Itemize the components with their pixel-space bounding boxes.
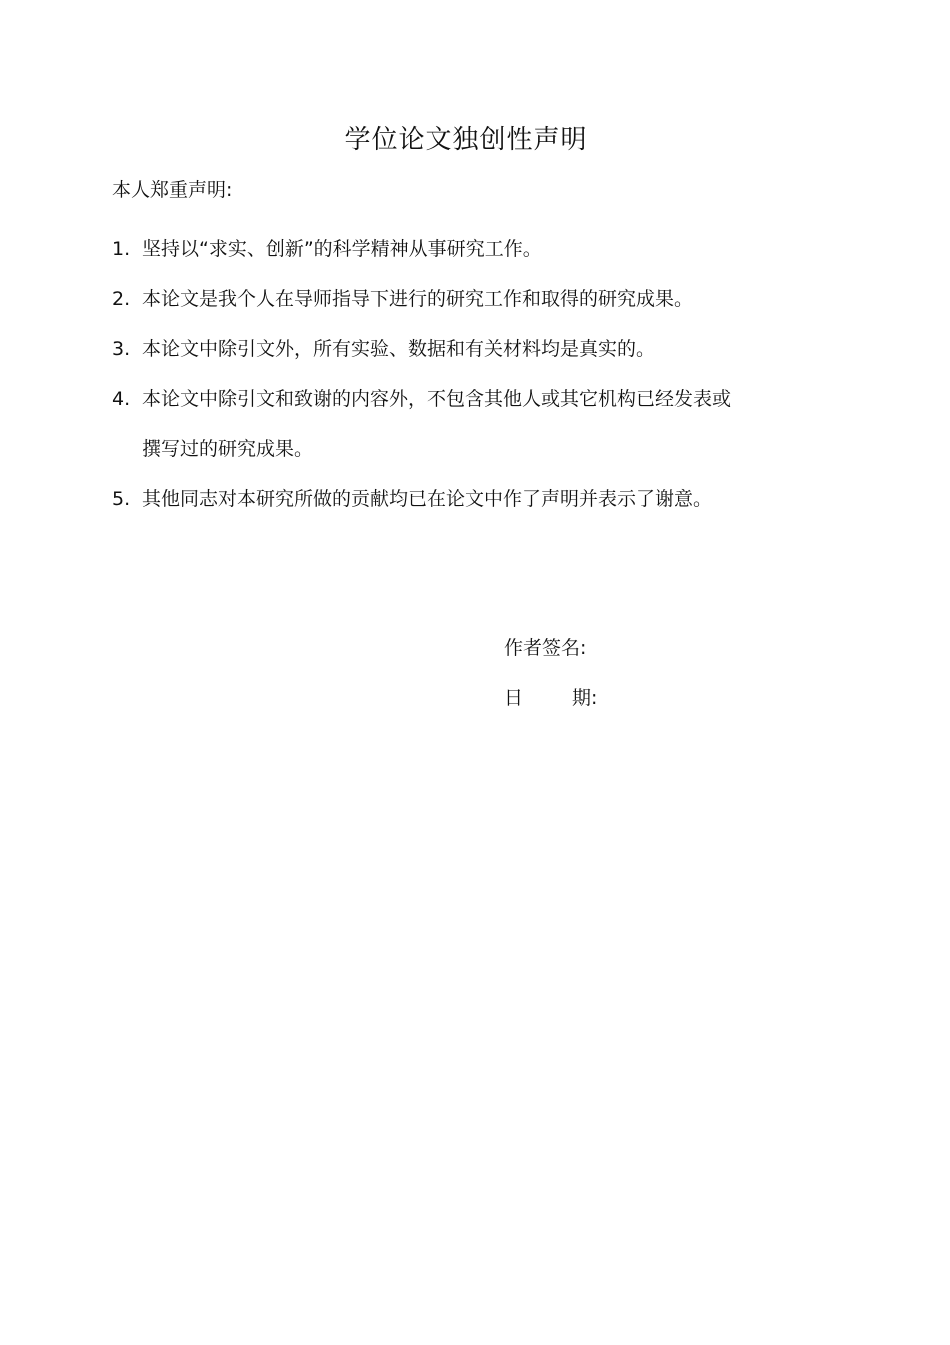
page-title: 学位论文独创性声明: [344, 125, 588, 155]
item-number: 2.: [112, 288, 131, 310]
item-number: 5.: [112, 488, 131, 510]
item-text: 本论文中除引文和致谢的内容外，不包含其他人或其它机构已经发表或: [142, 388, 732, 410]
date-label: [504, 673, 597, 723]
item-number: 3.: [112, 338, 131, 360]
item-text-continued: 撰写过的研究成果。: [142, 438, 314, 460]
item-text: 本论文是我个人在导师指导下进行的研究工作和取得的研究成果。: [142, 288, 694, 310]
date-label-part1: 日: [504, 687, 524, 709]
date-label-part2: 期:: [572, 687, 598, 709]
signature-block: [504, 623, 597, 723]
item-number: 4.: [112, 388, 131, 410]
list-item: [112, 374, 832, 474]
list-item: [112, 224, 832, 274]
declaration-list: [112, 224, 832, 524]
item-text: 坚持以“求实、创新”的科学精神从事研究工作。: [142, 238, 542, 260]
intro-text: 本人郑重声明:: [112, 179, 233, 201]
list-item: [112, 474, 832, 524]
item-number: 1.: [112, 238, 131, 260]
author-signature-label: 作者签名:: [504, 637, 587, 659]
list-item: [112, 324, 832, 374]
item-text: 其他同志对本研究所做的贡献均已在论文中作了声明并表示了谢意。: [142, 488, 713, 510]
list-item: [112, 274, 832, 324]
item-text: 本论文中除引文外，所有实验、数据和有关材料均是真实的。: [142, 338, 656, 360]
